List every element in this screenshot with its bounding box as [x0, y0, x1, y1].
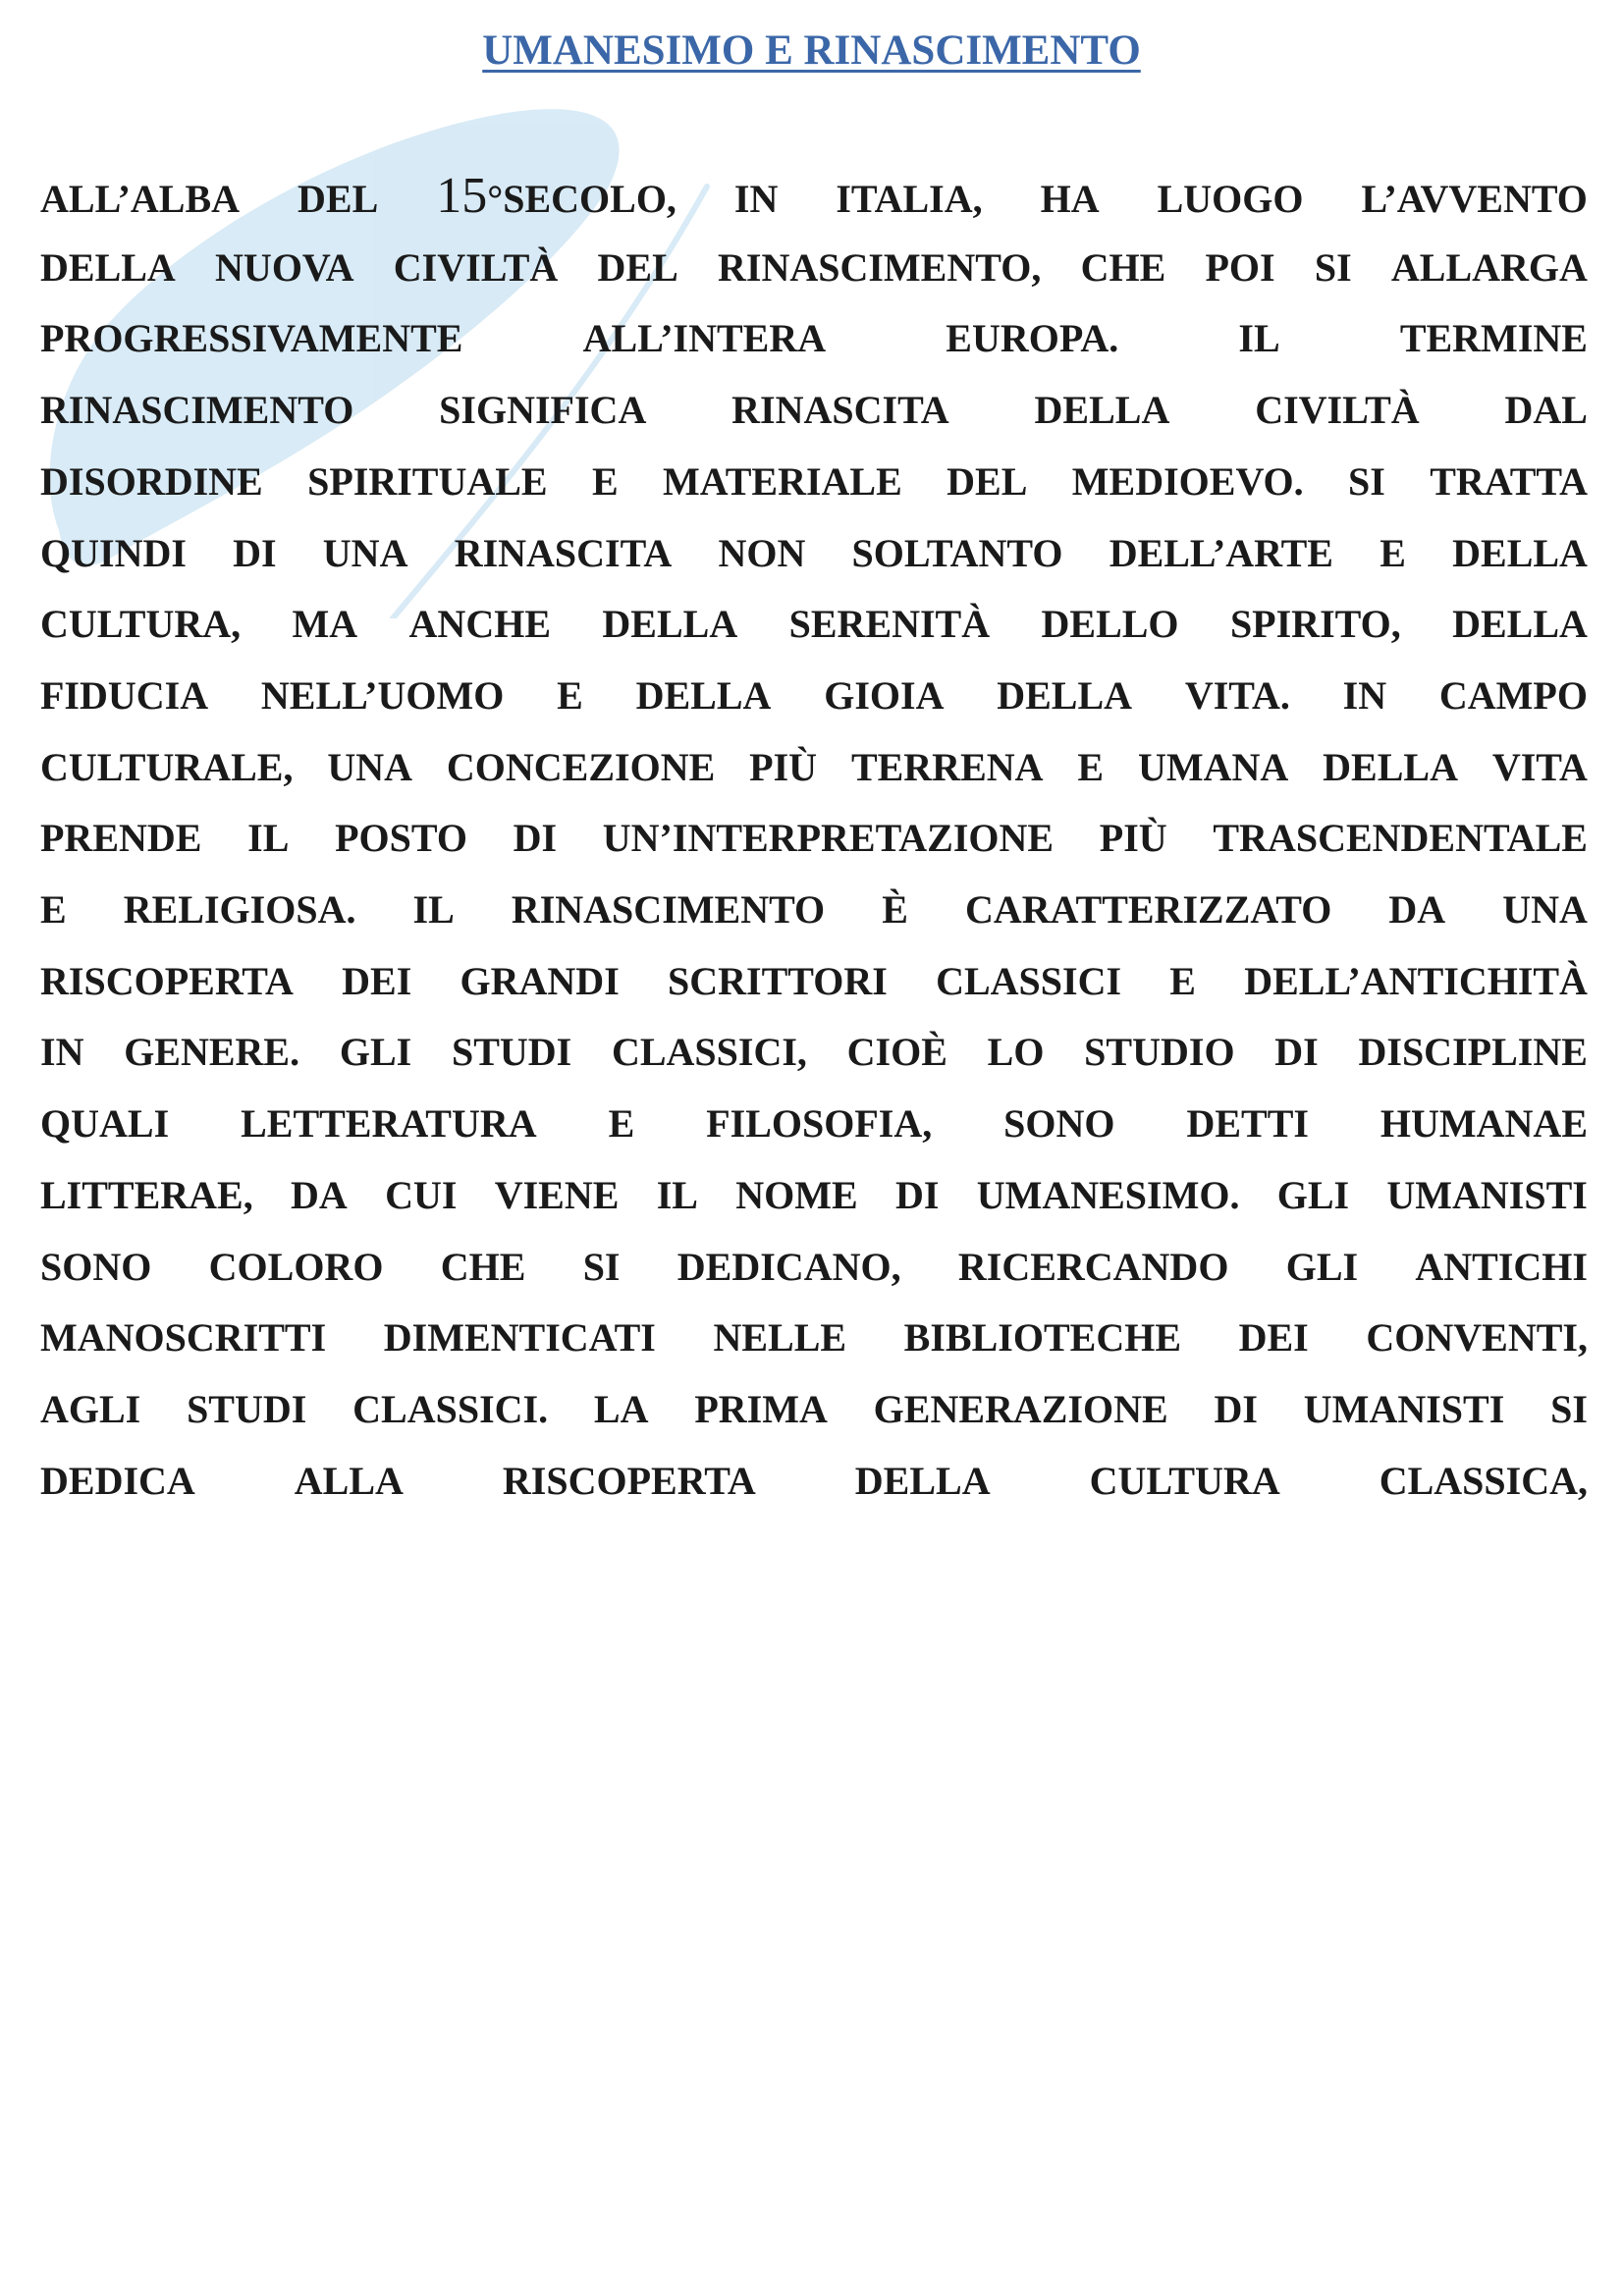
- text-word: DAL: [1504, 388, 1588, 433]
- text-word: GLI: [339, 1030, 412, 1075]
- first-line-word: ITALIA,: [836, 177, 983, 221]
- text-word: ANCHE: [408, 602, 551, 647]
- text-word: NUOVA: [215, 244, 354, 290]
- text-word: TRATTA: [1430, 458, 1588, 504]
- first-line-word: HA: [1040, 177, 1100, 221]
- text-word: RICERCANDO: [957, 1244, 1229, 1289]
- text-word: CHE: [440, 1244, 526, 1289]
- text-word: DELLA: [997, 672, 1133, 718]
- text-word: AGLI: [40, 1386, 141, 1431]
- text-word: GRANDI: [460, 958, 620, 1003]
- text-word: DEDICANO,: [676, 1244, 901, 1289]
- text-word: DELLA: [1323, 744, 1458, 789]
- text-word: FIDUCIA: [40, 672, 209, 718]
- text-word: MEDIOEVO.: [1071, 458, 1304, 504]
- text-word: DELLA: [602, 602, 738, 647]
- text-word: CLASSICI: [936, 958, 1122, 1003]
- text-word: ALL’INTERA: [582, 316, 827, 361]
- page-title: UMANESIMO E RINASCIMENTO: [482, 27, 1141, 74]
- text-word: UNA: [1502, 887, 1588, 932]
- text-word: QUINDI: [40, 530, 187, 575]
- text-word: UMANESIMO.: [976, 1172, 1240, 1217]
- first-line-word: L’AVVENTO: [1361, 177, 1588, 221]
- text-word: GLI: [1285, 1244, 1359, 1289]
- text-word: DI: [1214, 1386, 1258, 1431]
- text-word: CIVILTÀ: [393, 244, 559, 290]
- text-word: DELLA: [635, 672, 772, 718]
- text-line: [40, 239, 1588, 297]
- text-word: E: [1380, 530, 1406, 575]
- text-word: E: [591, 458, 619, 504]
- text-word: BIBLIOTECHE: [903, 1315, 1181, 1361]
- text-word: DELLO: [1041, 602, 1179, 647]
- text-word: CULTURA: [1089, 1458, 1280, 1503]
- text-word: DI: [1274, 1030, 1319, 1075]
- text-word: PIÙ: [749, 744, 818, 789]
- text-word: PIÙ: [1099, 816, 1167, 861]
- text-word: E: [1077, 744, 1105, 789]
- text-word: STUDIO: [1084, 1030, 1235, 1075]
- text-word: CULTURALE,: [40, 744, 294, 789]
- text-word: TRASCENDENTALE: [1213, 816, 1588, 861]
- text-word: DI: [513, 816, 558, 861]
- text-word: CIOÈ: [846, 1030, 947, 1075]
- text-word: RINASCITA: [731, 388, 949, 433]
- text-word: VIENE: [494, 1172, 620, 1217]
- text-word: RINASCITA: [454, 530, 673, 575]
- text-word: UMANA: [1137, 744, 1289, 789]
- text-word: PRENDE: [40, 816, 202, 861]
- text-line: [40, 1452, 1588, 1511]
- text-word: DEL: [597, 244, 678, 290]
- text-line: [40, 1023, 1588, 1082]
- text-word: POI: [1205, 244, 1275, 290]
- text-word: IL: [412, 887, 455, 932]
- text-word: DEDICA: [40, 1458, 195, 1503]
- text-word: IL: [247, 816, 290, 861]
- text-word: LO: [987, 1030, 1045, 1075]
- text-word: LETTERATURA: [241, 1101, 537, 1147]
- text-line-first: [40, 167, 1588, 226]
- text-word: CLASSICI,: [611, 1030, 807, 1075]
- text-word: DISORDINE: [40, 458, 263, 504]
- text-word: CUI: [385, 1172, 458, 1217]
- text-word: DELLA: [1452, 530, 1588, 575]
- text-word: ALLARGA: [1390, 244, 1588, 290]
- text-word: RISCOPERTA: [502, 1458, 756, 1503]
- text-word: DELLA: [854, 1458, 991, 1503]
- text-word: SI: [582, 1244, 621, 1289]
- text-word: CONVENTI,: [1366, 1315, 1588, 1361]
- text-line: [40, 309, 1588, 368]
- text-word: STUDI: [451, 1030, 572, 1075]
- text-line: [40, 453, 1588, 511]
- text-word: CARATTERIZZATO: [964, 887, 1332, 932]
- text-word: EUROPA.: [946, 316, 1119, 361]
- text-word: SOLTANTO: [851, 530, 1063, 575]
- text-word: GENERE.: [124, 1030, 300, 1075]
- text-word: RINASCIMENTO,: [718, 244, 1042, 290]
- text-word: DEL: [947, 458, 1028, 504]
- text-word: SI: [1348, 458, 1385, 504]
- text-line: [40, 952, 1588, 1011]
- text-word: POSTO: [335, 816, 467, 861]
- text-word: DEI: [1238, 1315, 1309, 1361]
- text-line: [40, 1308, 1588, 1367]
- text-word: DA: [1388, 887, 1446, 932]
- text-word: GIOIA: [824, 672, 945, 718]
- text-word: E: [557, 672, 583, 718]
- text-word: PROGRESSIVAMENTE: [40, 316, 463, 361]
- text-word: DELLA: [1034, 388, 1170, 433]
- text-word: TERMINE: [1399, 316, 1588, 361]
- text-word: UMANISTI: [1386, 1172, 1588, 1217]
- text-word: RINASCIMENTO: [511, 887, 826, 932]
- text-word: CLASSICA,: [1379, 1458, 1588, 1503]
- text-word: MANOSCRITTI: [40, 1315, 327, 1361]
- text-word: DELLA: [1452, 602, 1588, 647]
- text-line: [40, 1166, 1588, 1225]
- text-word: GENERAZIONE: [873, 1386, 1168, 1431]
- text-word: DETTI: [1186, 1101, 1309, 1147]
- first-line-number-group: [436, 167, 676, 229]
- text-word: RELIGIOSA.: [123, 887, 356, 932]
- text-word: SI: [1314, 244, 1352, 290]
- text-line: [40, 1095, 1588, 1153]
- text-word: CLASSICI.: [352, 1386, 549, 1431]
- text-word: VITA.: [1184, 672, 1290, 718]
- text-word: UMANISTI: [1303, 1386, 1505, 1431]
- text-word: RISCOPERTA: [40, 958, 294, 1003]
- text-line: [40, 524, 1588, 583]
- text-line: [40, 1380, 1588, 1439]
- text-word: DIMENTICATI: [383, 1315, 656, 1361]
- text-word: ANTICHI: [1415, 1244, 1588, 1289]
- text-word: LA: [593, 1386, 649, 1431]
- text-word: IL: [1238, 316, 1280, 361]
- text-word: DELL’ARTE: [1109, 530, 1333, 575]
- text-word: UNA: [327, 744, 413, 789]
- text-word: TERRENA: [850, 744, 1044, 789]
- text-word: NOME: [735, 1172, 858, 1217]
- text-word: DISCIPLINE: [1358, 1030, 1588, 1075]
- text-word: LITTERAE,: [40, 1172, 253, 1217]
- text-word: ALLA: [294, 1458, 404, 1503]
- century-number: 15: [436, 168, 488, 224]
- text-word: PRIMA: [694, 1386, 828, 1431]
- text-word: È: [882, 887, 908, 932]
- text-word: DI: [233, 530, 277, 575]
- text-line: [40, 881, 1588, 939]
- text-word: HUMANAE: [1380, 1101, 1588, 1147]
- text-word: E: [1169, 958, 1196, 1003]
- text-line: [40, 595, 1588, 654]
- text-word: SPIRITUALE: [307, 458, 548, 504]
- text-word: GLI: [1276, 1172, 1350, 1217]
- text-word: CIVILTÀ: [1255, 388, 1420, 433]
- text-word: UNA: [322, 530, 408, 575]
- text-word: SI: [1550, 1386, 1588, 1431]
- text-word: IL: [656, 1172, 698, 1217]
- text-word: QUALI: [40, 1101, 170, 1147]
- text-word: E: [608, 1101, 635, 1147]
- text-word: CAMPO: [1438, 672, 1588, 718]
- text-word: NELLE: [713, 1315, 847, 1361]
- text-word: SONO: [40, 1244, 152, 1289]
- text-word: RINASCIMENTO: [40, 388, 354, 433]
- first-line-word: ALL’ALBA: [40, 177, 241, 221]
- first-line-word: IN: [733, 177, 779, 221]
- first-line-word: LUOGO: [1157, 177, 1304, 221]
- text-word: DEI: [342, 958, 412, 1003]
- text-word: CHE: [1080, 244, 1166, 290]
- text-line: [40, 667, 1588, 725]
- first-line-word: °SECOLO,: [487, 177, 676, 221]
- text-word: DELLA: [40, 244, 176, 290]
- text-word: VITA: [1491, 744, 1588, 789]
- text-line: [40, 809, 1588, 868]
- text-word: E: [40, 887, 67, 932]
- text-line: [40, 1238, 1588, 1297]
- text-word: IN: [40, 1030, 84, 1075]
- text-line: [40, 738, 1588, 797]
- text-word: SONO: [1003, 1101, 1115, 1147]
- text-word: SCRITTORI: [668, 958, 888, 1003]
- text-word: SIGNIFICA: [439, 388, 647, 433]
- text-word: MATERIALE: [663, 458, 902, 504]
- text-word: UN’INTERPRETAZIONE: [602, 816, 1055, 861]
- text-word: STUDI: [187, 1386, 307, 1431]
- first-line-word: DEL: [298, 177, 379, 221]
- text-word: DI: [894, 1172, 940, 1217]
- text-word: COLORO: [208, 1244, 384, 1289]
- text-word: NON: [718, 530, 806, 575]
- text-word: DELL’ANTICHITÀ: [1244, 958, 1588, 1003]
- text-line: [40, 381, 1588, 440]
- text-word: NELL’UOMO: [260, 672, 505, 718]
- text-word: MA: [292, 602, 358, 647]
- text-word: IN: [1342, 672, 1387, 718]
- text-word: CULTURA,: [40, 602, 242, 647]
- text-word: DA: [291, 1172, 348, 1217]
- text-word: SERENITÀ: [788, 602, 991, 647]
- text-word: FILOSOFIA,: [706, 1101, 933, 1147]
- text-word: SPIRITO,: [1229, 602, 1401, 647]
- text-word: CONCEZIONE: [446, 744, 716, 789]
